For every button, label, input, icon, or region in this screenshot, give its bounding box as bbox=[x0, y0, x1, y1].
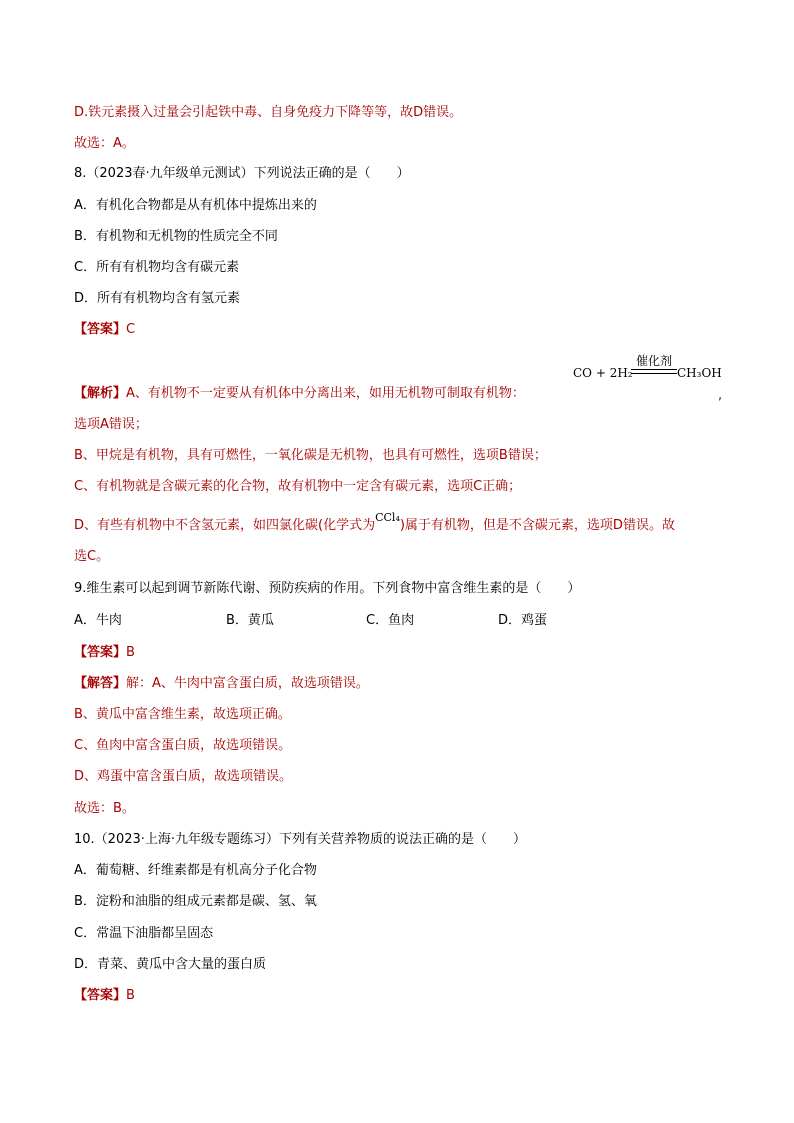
question-8: 8.（2023春·九年级单元测试）下列说法正确的是（ ） bbox=[74, 166, 410, 181]
analysis-a-cont: 选项A错误； bbox=[74, 417, 148, 432]
solution-tag: 【解答】 bbox=[74, 676, 127, 691]
answer-10 bbox=[74, 987, 135, 1005]
option-a: A．牛肉 bbox=[74, 613, 122, 628]
solution-5: 故选：B。 bbox=[74, 801, 135, 816]
question-9: 9.维生素可以起到调节新陈代谢、预防疾病的作用。下列食物中富含维生素的是（ ） bbox=[74, 581, 581, 596]
analysis-text: A、有机物不一定要从有机体中分离出来，如用无机物可制取有机物： bbox=[126, 386, 525, 401]
analysis-d-part2: )属于有机物，但是不含碳元素，选项D错误。故 bbox=[399, 518, 675, 533]
option-c: C．常温下油脂都呈固态 bbox=[74, 926, 214, 941]
equation-equals-sign bbox=[631, 369, 677, 374]
answer-tag: 【答案】 bbox=[74, 645, 127, 660]
chemical-equation bbox=[573, 352, 723, 382]
equation-reactants: CO + 2H₂ bbox=[573, 366, 633, 380]
option-b: B．有机物和无机物的性质完全不同 bbox=[74, 229, 278, 244]
option-a: A．葡萄糖、纤维素都是有机高分子化合物 bbox=[74, 863, 317, 878]
option-d: D．鸡蛋 bbox=[498, 613, 548, 628]
answer-value: C bbox=[126, 322, 136, 337]
solution-text: 解：A、牛肉中富含蛋白质，故选项错误。 bbox=[126, 676, 369, 691]
equation-product: CH₃OH bbox=[677, 366, 722, 380]
answer-value: B bbox=[126, 645, 135, 660]
answer-tag: 【答案】 bbox=[74, 322, 127, 337]
option-d: D．所有有机物均含有氢元素 bbox=[74, 291, 241, 306]
analysis-a bbox=[74, 385, 525, 403]
question-10: 10.（2023·上海·九年级专题练习）下列有关营养物质的说法正确的是（ ） bbox=[74, 832, 527, 847]
text-line: 故选：A。 bbox=[74, 136, 135, 151]
solution-4: D、鸡蛋中富含蛋白质，故选项错误。 bbox=[74, 769, 293, 784]
solution-1 bbox=[74, 675, 369, 693]
analysis-tag: 【解析】 bbox=[74, 386, 127, 401]
solution-3: C、鱼肉中富含蛋白质，故选项错误。 bbox=[74, 738, 292, 753]
answer-9 bbox=[74, 644, 135, 662]
option-c: C．鱼肉 bbox=[366, 613, 415, 628]
option-c: C．所有有机物均含有碳元素 bbox=[74, 260, 240, 275]
option-b: B．黄瓜 bbox=[226, 613, 274, 628]
ccl4-formula: CCl₄ bbox=[375, 511, 400, 524]
text-line: D.铁元素摄入过量会引起铁中毒、自身免疫力下降等等，故D错误。 bbox=[74, 105, 463, 120]
option-a: A．有机化合物都是从有机体中提炼出来的 bbox=[74, 198, 317, 213]
equation-catalyst: 催化剂 bbox=[635, 354, 672, 368]
option-d: D．青菜、黄瓜中含大量的蛋白质 bbox=[74, 957, 267, 972]
answer-value: B bbox=[126, 988, 135, 1003]
solution-2: B、黄瓜中富含维生素，故选项正确。 bbox=[74, 707, 291, 722]
analysis-b: B、甲烷是有机物，具有可燃性，一氧化碳是无机物，也具有可燃性，选项B错误； bbox=[74, 448, 547, 463]
analysis-d-part1: D、有些有机物中不含氢元素，如四氯化碳(化学式为 bbox=[74, 518, 376, 533]
analysis-d bbox=[74, 511, 675, 535]
analysis-c: C、有机物就是含碳元素的化合物，故有机物中一定含有碳元素，选项C正确； bbox=[74, 479, 522, 494]
option-b: B．淀粉和油脂的组成元素都是碳、氢、氧 bbox=[74, 894, 317, 909]
analysis-d-cont: 选C。 bbox=[74, 549, 110, 564]
answer-8 bbox=[74, 321, 135, 339]
answer-tag: 【答案】 bbox=[74, 988, 127, 1003]
analysis-comma: , bbox=[718, 388, 723, 403]
